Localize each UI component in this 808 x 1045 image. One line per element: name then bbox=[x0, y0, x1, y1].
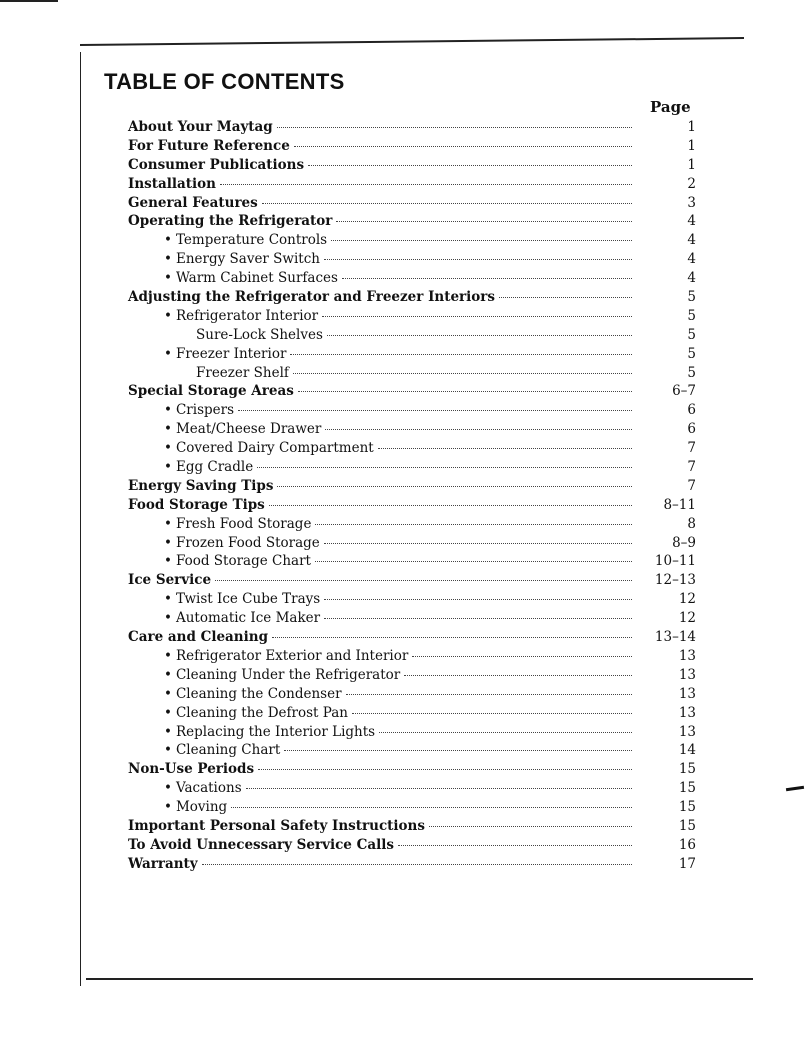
toc-entry-page: 8–9 bbox=[672, 534, 696, 551]
bullet-icon: • bbox=[164, 723, 172, 740]
toc-entry-page: 15 bbox=[678, 799, 696, 816]
dot-leader bbox=[429, 825, 632, 827]
toc-entry bbox=[128, 647, 696, 666]
toc-entry-page: 13 bbox=[678, 647, 696, 664]
toc-entry bbox=[128, 836, 696, 855]
dot-leader bbox=[238, 409, 632, 411]
toc-entry-page: 8 bbox=[687, 515, 696, 532]
dot-leader bbox=[336, 220, 632, 222]
toc-entry-label: Refrigerator Exterior and Interior bbox=[175, 647, 409, 664]
bullet-icon: • bbox=[164, 666, 172, 683]
dot-leader bbox=[258, 768, 632, 770]
toc-entry-label: Crispers bbox=[175, 402, 235, 419]
dot-leader bbox=[398, 844, 632, 846]
margin-dash-mark bbox=[786, 786, 804, 791]
toc-entry-page: 4 bbox=[687, 270, 696, 287]
dot-leader bbox=[342, 277, 632, 279]
dot-leader bbox=[293, 372, 632, 374]
toc-entry-label: Refrigerator Interior bbox=[175, 307, 319, 324]
top-edge-rule bbox=[0, 0, 58, 2]
toc-entry-label: Installation bbox=[128, 175, 216, 192]
bullet-icon: • bbox=[164, 780, 172, 797]
dot-leader bbox=[325, 428, 632, 430]
dot-leader bbox=[412, 655, 632, 657]
toc-entry-page: 15 bbox=[678, 780, 696, 797]
dot-leader bbox=[324, 542, 632, 544]
toc-entry bbox=[128, 534, 696, 553]
toc-entry-label: Care and Cleaning bbox=[128, 629, 269, 646]
toc-entry bbox=[128, 439, 696, 458]
toc-entry-label: Automatic Ice Maker bbox=[175, 610, 321, 627]
toc-entry-page: 6 bbox=[687, 402, 696, 419]
dot-leader bbox=[308, 164, 632, 166]
dot-leader bbox=[262, 202, 632, 204]
toc-entry-page: 8–11 bbox=[663, 496, 696, 513]
toc-entry bbox=[128, 779, 696, 798]
bullet-icon: • bbox=[164, 459, 172, 476]
toc-entry bbox=[128, 382, 696, 401]
toc-entry-page: 1 bbox=[687, 156, 696, 173]
toc-entry-label: Warranty bbox=[128, 855, 198, 872]
toc-entry-page: 7 bbox=[687, 440, 696, 457]
toc-entry-label: General Features bbox=[128, 194, 258, 211]
toc-entry-label: Non-Use Periods bbox=[128, 761, 255, 778]
toc-entry-label: Meat/Cheese Drawer bbox=[175, 421, 322, 438]
toc-entry-page: 16 bbox=[678, 836, 696, 853]
toc-entry bbox=[128, 364, 696, 383]
bullet-icon: • bbox=[164, 251, 172, 268]
toc-entry-page: 12 bbox=[678, 610, 696, 627]
toc-entry bbox=[128, 798, 696, 817]
toc-entry-page: 7 bbox=[687, 459, 696, 476]
toc-entry-label: Moving bbox=[175, 799, 228, 816]
dot-leader bbox=[284, 749, 632, 751]
toc-entry bbox=[128, 137, 696, 156]
toc-entry-page: 1 bbox=[687, 119, 696, 135]
toc-entry bbox=[128, 420, 696, 439]
toc-entry-label: Operating the Refrigerator bbox=[128, 213, 333, 230]
dot-leader bbox=[331, 239, 632, 241]
bullet-icon: • bbox=[164, 402, 172, 419]
dot-leader bbox=[277, 485, 632, 487]
dot-leader bbox=[294, 145, 632, 147]
toc-entry-label: Food Storage Tips bbox=[128, 496, 265, 513]
frame-top-rule bbox=[80, 37, 744, 46]
toc-entry-label: Warm Cabinet Surfaces bbox=[175, 270, 338, 287]
toc-entry-label: Twist Ice Cube Trays bbox=[175, 591, 321, 608]
toc-entry bbox=[128, 855, 696, 874]
toc-entry-page: 4 bbox=[687, 213, 696, 230]
toc-entry-label: Frozen Food Storage bbox=[175, 534, 320, 551]
bullet-icon: • bbox=[164, 421, 172, 438]
toc-entry-label: Freezer Interior bbox=[175, 345, 287, 362]
dot-leader bbox=[315, 560, 632, 562]
toc-entry bbox=[128, 212, 696, 231]
toc-entry-page: 5 bbox=[687, 345, 696, 362]
toc-entry bbox=[128, 515, 696, 534]
toc-entry bbox=[128, 477, 696, 496]
dot-leader bbox=[220, 183, 632, 185]
dot-leader bbox=[378, 447, 632, 449]
bullet-icon: • bbox=[164, 742, 172, 759]
page-column-header: Page bbox=[650, 98, 691, 116]
dot-leader bbox=[324, 617, 632, 619]
toc-entry-label: Fresh Food Storage bbox=[175, 515, 312, 532]
toc-entry-label: Energy Saver Switch bbox=[175, 251, 320, 268]
toc-entry bbox=[128, 704, 696, 723]
toc-entry bbox=[128, 156, 696, 175]
toc-entry-page: 13 bbox=[678, 666, 696, 683]
bullet-icon: • bbox=[164, 440, 172, 457]
toc-entry bbox=[128, 175, 696, 194]
toc-entry-label: To Avoid Unnecessary Service Calls bbox=[128, 836, 394, 853]
toc-entry-page: 7 bbox=[687, 477, 696, 494]
dot-leader bbox=[327, 334, 632, 336]
toc-entry bbox=[128, 401, 696, 420]
frame-bottom-rule bbox=[86, 978, 753, 980]
toc-entry-label: Cleaning the Condenser bbox=[175, 685, 342, 702]
bullet-icon: • bbox=[164, 345, 172, 362]
toc-entry-page: 2 bbox=[687, 175, 696, 192]
toc-entry-page: 13 bbox=[678, 685, 696, 702]
toc-entry-label: Important Personal Safety Instructions bbox=[128, 817, 425, 834]
dot-leader bbox=[277, 126, 632, 128]
toc-entry-page: 5 bbox=[687, 326, 696, 343]
bullet-icon: • bbox=[164, 534, 172, 551]
bullet-icon: • bbox=[164, 799, 172, 816]
toc-entry bbox=[128, 817, 696, 836]
toc-entry-page: 5 bbox=[687, 364, 696, 381]
toc-entry-page: 12–13 bbox=[654, 572, 696, 589]
toc-entry-label: Vacations bbox=[175, 780, 242, 797]
toc-entry-page: 13 bbox=[678, 704, 696, 721]
bullet-icon: • bbox=[164, 515, 172, 532]
dot-leader bbox=[257, 466, 632, 468]
toc-entry bbox=[128, 609, 696, 628]
dot-leader bbox=[499, 296, 632, 298]
toc-entry-label: Sure-Lock Shelves bbox=[196, 326, 323, 343]
bullet-icon: • bbox=[164, 647, 172, 664]
toc-entry-label: Replacing the Interior Lights bbox=[175, 723, 376, 740]
dot-leader bbox=[404, 674, 632, 676]
toc-entry bbox=[128, 590, 696, 609]
toc-entry-page: 14 bbox=[678, 742, 696, 759]
toc-entry-label: Cleaning Chart bbox=[175, 742, 281, 759]
toc-entry bbox=[128, 269, 696, 288]
toc-entry bbox=[128, 307, 696, 326]
dot-leader bbox=[322, 315, 632, 317]
toc-entry-page: 3 bbox=[687, 194, 696, 211]
toc-entry-page: 4 bbox=[687, 251, 696, 268]
toc-entry-page: 17 bbox=[678, 855, 696, 872]
toc-entry-page: 5 bbox=[687, 307, 696, 324]
toc-entry bbox=[128, 345, 696, 364]
dot-leader bbox=[379, 731, 632, 733]
bullet-icon: • bbox=[164, 704, 172, 721]
dot-leader bbox=[352, 712, 632, 714]
toc-entry bbox=[128, 194, 696, 213]
toc-entry-page: 13 bbox=[678, 723, 696, 740]
dot-leader bbox=[298, 390, 632, 392]
toc-entry bbox=[128, 552, 696, 571]
toc-entry bbox=[128, 571, 696, 590]
dot-leader bbox=[272, 636, 632, 638]
toc-entry-label: Food Storage Chart bbox=[175, 553, 311, 570]
toc-entry-label: Energy Saving Tips bbox=[128, 477, 274, 494]
bullet-icon: • bbox=[164, 232, 172, 249]
dot-leader bbox=[346, 693, 632, 695]
toc-entry-page: 13–14 bbox=[654, 629, 696, 646]
toc-entry-label: Egg Cradle bbox=[175, 459, 254, 476]
toc-entry-label: Temperature Controls bbox=[175, 232, 328, 249]
toc-entry-label: Cleaning the Defrost Pan bbox=[175, 704, 348, 721]
toc-entry bbox=[128, 458, 696, 477]
bullet-icon: • bbox=[164, 553, 172, 570]
dot-leader bbox=[315, 523, 632, 525]
bullet-icon: • bbox=[164, 270, 172, 287]
toc-entry bbox=[128, 231, 696, 250]
dot-leader bbox=[290, 353, 632, 355]
dot-leader bbox=[231, 806, 632, 808]
toc-entry-page: 10–11 bbox=[654, 553, 696, 570]
toc-entry-page: 15 bbox=[678, 817, 696, 834]
dot-leader bbox=[246, 787, 632, 789]
toc-entry bbox=[128, 723, 696, 742]
toc-entry bbox=[128, 685, 696, 704]
bullet-icon: • bbox=[164, 307, 172, 324]
dot-leader bbox=[324, 598, 632, 600]
toc-entry bbox=[128, 628, 696, 647]
toc-entry bbox=[128, 496, 696, 515]
toc-entry-label: Cleaning Under the Refrigerator bbox=[175, 666, 401, 683]
dot-leader bbox=[215, 579, 632, 581]
bullet-icon: • bbox=[164, 685, 172, 702]
toc-entry bbox=[128, 250, 696, 269]
toc-entry-label: Ice Service bbox=[128, 572, 212, 589]
dot-leader bbox=[269, 504, 632, 506]
toc-entry bbox=[128, 118, 696, 137]
frame-left-rule bbox=[80, 52, 81, 986]
page-title: TABLE OF CONTENTS bbox=[104, 69, 345, 94]
toc-entry-label: For Future Reference bbox=[128, 137, 290, 154]
toc-entry-label: Covered Dairy Compartment bbox=[175, 440, 374, 457]
toc-entry bbox=[128, 666, 696, 685]
toc-entry-page: 15 bbox=[678, 761, 696, 778]
toc-entry bbox=[128, 326, 696, 345]
toc-entry-label: Freezer Shelf bbox=[196, 364, 289, 381]
toc-entry-page: 1 bbox=[687, 137, 696, 154]
toc-entry-label: About Your Maytag bbox=[128, 119, 273, 135]
dot-leader bbox=[324, 258, 632, 260]
toc-entry-page: 4 bbox=[687, 232, 696, 249]
toc-entry-page: 12 bbox=[678, 591, 696, 608]
table-of-contents bbox=[128, 118, 696, 874]
dot-leader bbox=[202, 863, 632, 865]
toc-entry bbox=[128, 760, 696, 779]
bullet-icon: • bbox=[164, 610, 172, 627]
toc-entry bbox=[128, 741, 696, 760]
toc-entry-label: Adjusting the Refrigerator and Freezer Interiors bbox=[128, 289, 495, 306]
toc-entry-label: Special Storage Areas bbox=[128, 383, 294, 400]
toc-entry-page: 6–7 bbox=[672, 383, 696, 400]
toc-entry bbox=[128, 288, 696, 307]
toc-entry-label: Consumer Publications bbox=[128, 156, 305, 173]
toc-entry-page: 5 bbox=[687, 289, 696, 306]
bullet-icon: • bbox=[164, 591, 172, 608]
toc-entry-page: 6 bbox=[687, 421, 696, 438]
